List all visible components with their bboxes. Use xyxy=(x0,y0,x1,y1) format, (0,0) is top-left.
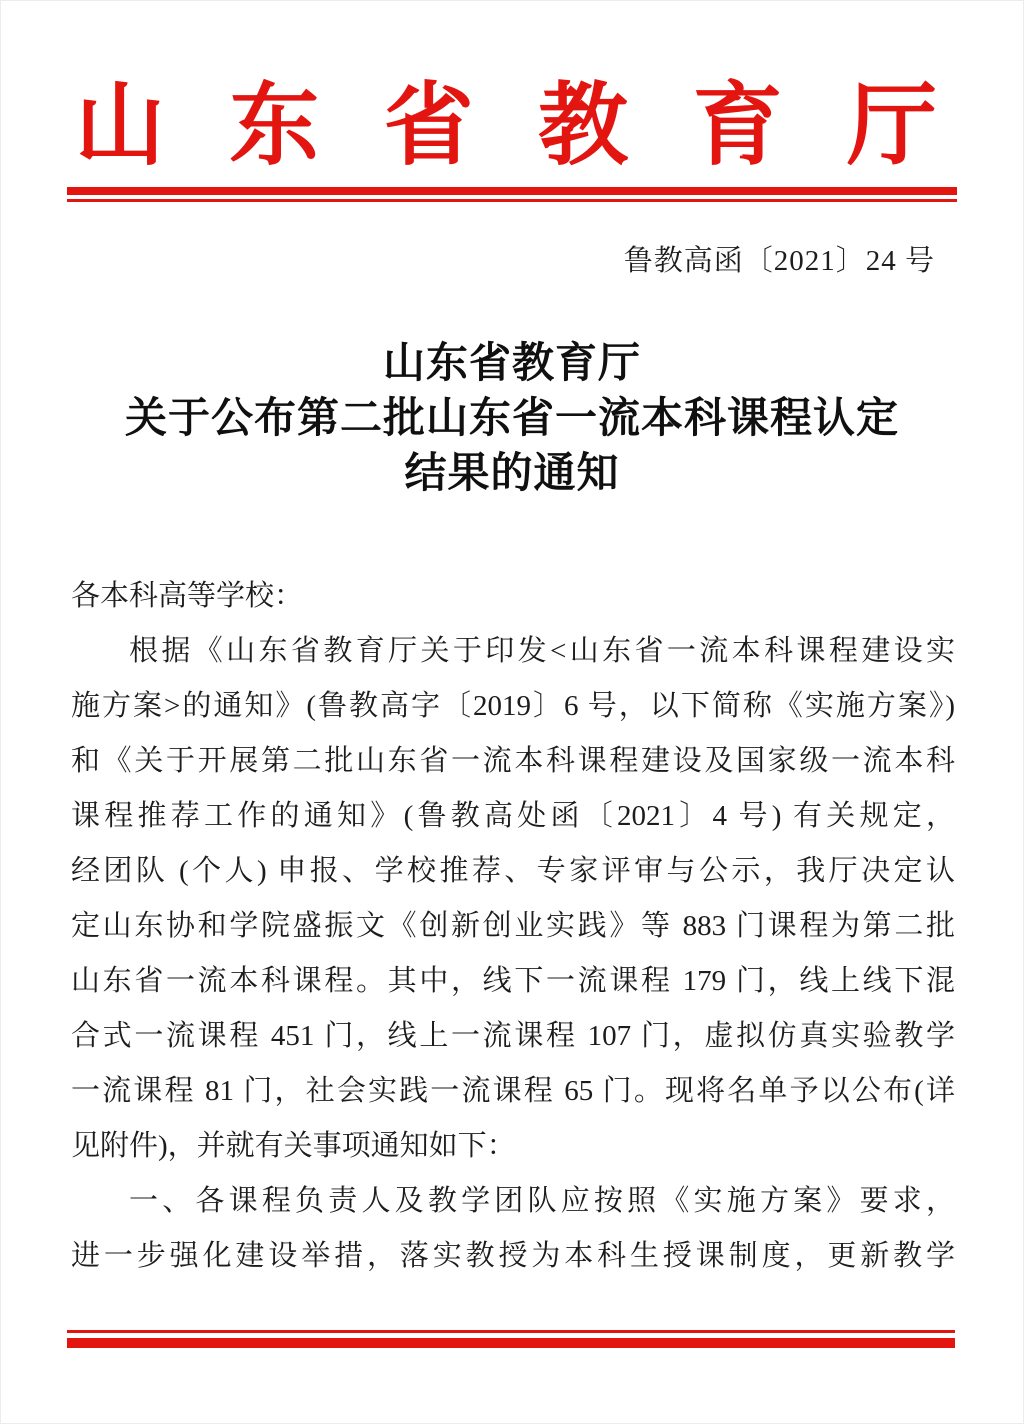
body-line: 和《关于开展第二批山东省一流本科课程建设及国家级一流本科 xyxy=(71,745,955,777)
body-line: 根据《山东省教育厅关于印发<山东省一流本科课程建设实 xyxy=(129,635,955,667)
agency-masthead: 山 东 省 教 育 厅 xyxy=(75,72,937,178)
document-reference-number: 鲁教高函〔2021〕24 号 xyxy=(623,245,935,277)
body-line: 进一步强化建设举措，落实教授为本科生授课制度，更新教学 xyxy=(71,1240,955,1272)
notice-title-line-3: 结果的通知 xyxy=(404,451,620,497)
body-line: 合式一流课程 451 门，线上一流课程 107 门，虚拟仿真实验教学 xyxy=(71,1020,955,1052)
masthead-divider-thick xyxy=(67,187,957,195)
masthead-divider-thin xyxy=(67,199,957,202)
body-line-item-one: 一、各课程负责人及教学团队应按照《实施方案》要求， xyxy=(129,1185,955,1217)
footer-divider-thin xyxy=(67,1330,955,1333)
notice-title-line-1: 山东省教育厅 xyxy=(382,341,641,387)
body-line: 课程推荐工作的通知》(鲁教高处函〔2021〕4 号) 有关规定， xyxy=(71,800,955,832)
body-line: 经团队 (个人) 申报、学校推荐、专家评审与公示，我厅决定认 xyxy=(71,855,955,887)
body-line: 山东省一流本科课程。其中，线下一流课程 179 门，线上线下混 xyxy=(71,965,955,997)
notice-title xyxy=(1,337,1023,502)
body-line: 施方案>的通知》(鲁教高字〔2019〕6 号，以下简称《实施方案》) xyxy=(71,690,955,722)
footer-divider-thick xyxy=(67,1338,955,1348)
salutation-line: 各本科高等学校： xyxy=(71,580,304,612)
notice-title-line-2: 关于公布第二批山东省一流本科课程认定 xyxy=(124,396,899,442)
body-line: 一流课程 81 门，社会实践一流课程 65 门。现将名单予以公布(详 xyxy=(71,1075,955,1107)
body-line: 定山东协和学院盛振文《创新创业实践》等 883 门课程为第二批 xyxy=(71,910,955,942)
body-line: 见附件)，并就有关事项通知如下： xyxy=(71,1130,516,1162)
notice-body xyxy=(71,569,955,1284)
